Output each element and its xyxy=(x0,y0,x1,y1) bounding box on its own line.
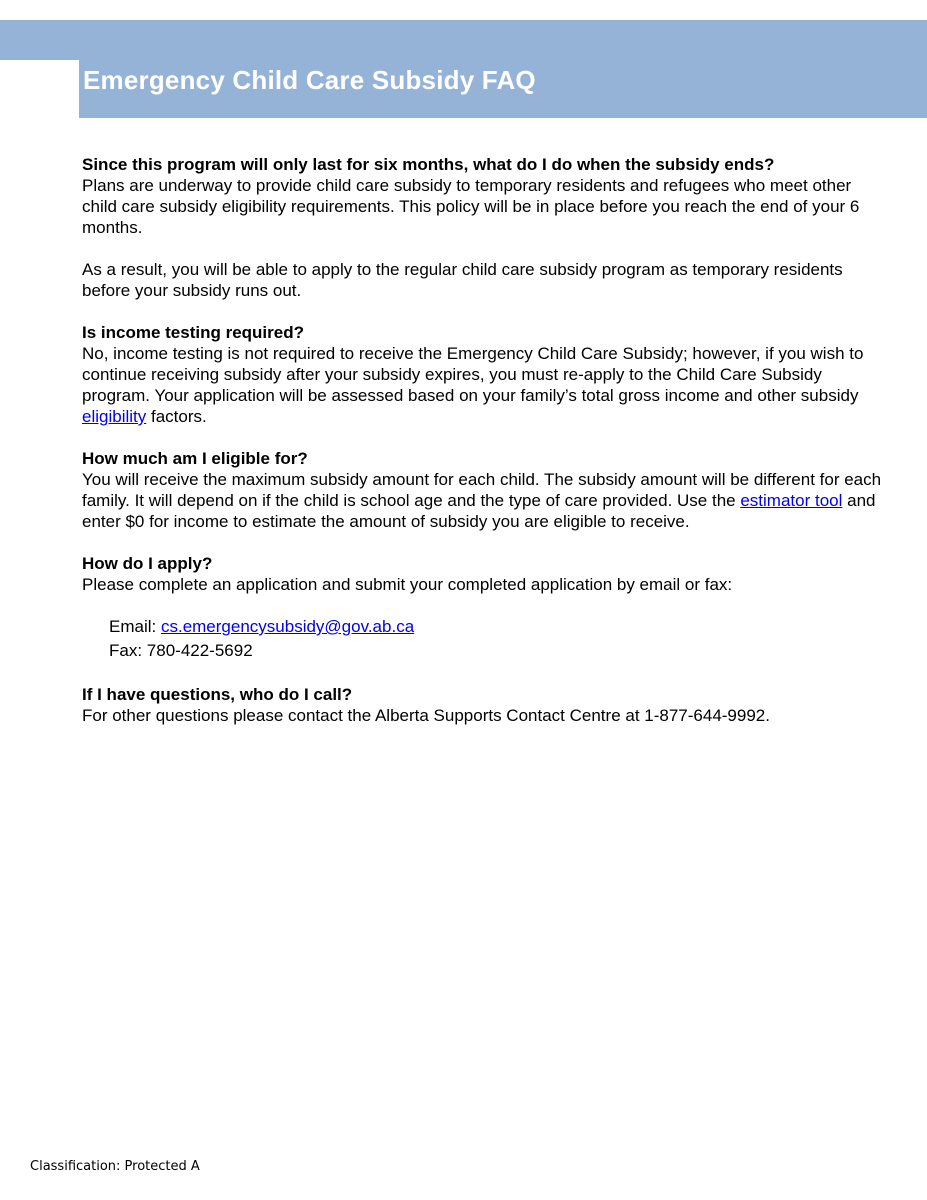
email-link[interactable]: cs.emergencysubsidy@gov.ab.ca xyxy=(160,617,415,636)
answer-text: You will receive the maximum subsidy amount for each child. The subsidy amount will be different for each family. It will depend on if the child is school age and the type of care provided. Use the xyxy=(82,470,882,510)
faq-content xyxy=(82,154,882,726)
email-label: Email: xyxy=(109,617,161,636)
faq-section-questions xyxy=(82,684,882,726)
classification-footer: Classification: Protected A xyxy=(30,1159,200,1174)
faq-answer: Please complete an application and submit your completed application by email or fax: xyxy=(82,575,733,594)
answer-text: factors. xyxy=(146,407,207,426)
faq-section-income-testing xyxy=(82,322,882,427)
fax-line xyxy=(109,639,882,663)
page-title: Emergency Child Care Subsidy FAQ xyxy=(83,65,536,95)
faq-answer xyxy=(82,469,882,532)
faq-answer: As a result, you will be able to apply to the regular child care subsidy program as temporary residents before your subsidy runs out. xyxy=(82,260,843,300)
eligibility-link[interactable]: eligibility xyxy=(82,407,147,426)
faq-question: Since this program will only last for six months, what do I do when the subsidy ends? xyxy=(82,155,775,174)
faq-answer: Plans are underway to provide child care subsidy to temporary residents and refugees who meet other child care subsidy eligibility requirements. This policy will be in place before you reach the end of your 6 months. xyxy=(82,176,860,237)
faq-answer xyxy=(82,343,882,427)
header-banner xyxy=(79,60,927,118)
answer-text: No, income testing is not required to receive the Emergency Child Care Subsidy; however, if you wish to continue receiving subsidy after your subsidy expires, you must re-apply to the Child Care Subsidy program. Your application will be assessed based on your family’s total gross income and other subsidy xyxy=(82,344,864,405)
answer-text: and enter $0 for income to estimate the amount of subsidy you are eligible to receive. xyxy=(82,491,876,531)
header-banner-strip xyxy=(0,20,927,60)
email-line xyxy=(109,615,882,639)
faq-question: Is income testing required? xyxy=(82,323,304,342)
faq-section-eligible-amount xyxy=(82,448,882,532)
faq-question: If I have questions, who do I call? xyxy=(82,685,353,704)
fax-label: Fax: xyxy=(109,641,147,660)
fax-number: 780-422-5692 xyxy=(146,641,253,660)
faq-question: How do I apply? xyxy=(82,554,213,573)
faq-section-how-to-apply xyxy=(82,553,882,663)
contact-block xyxy=(82,615,882,663)
estimator-tool-link[interactable]: estimator tool xyxy=(740,491,843,510)
faq-answer: For other questions please contact the Alberta Supports Contact Centre at 1-877-644-9992. xyxy=(82,706,770,725)
faq-question: How much am I eligible for? xyxy=(82,449,308,468)
faq-section-subsidy-ends xyxy=(82,154,882,301)
